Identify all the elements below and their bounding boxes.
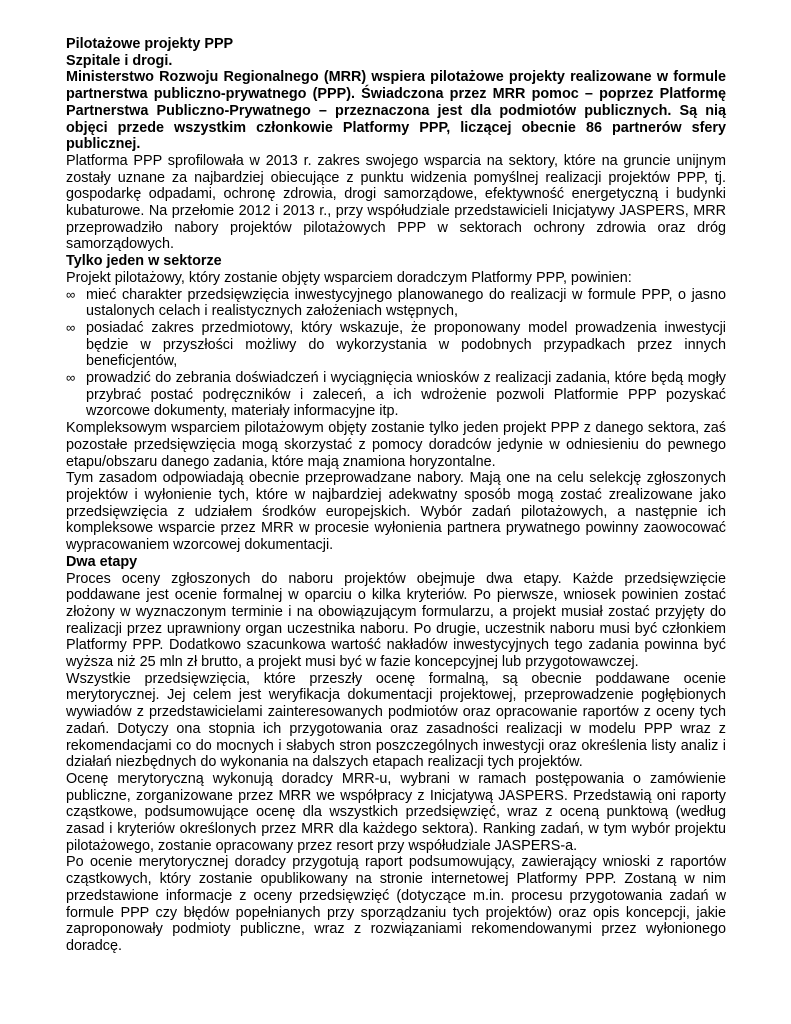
list-item	[66, 370, 726, 420]
list-item	[66, 287, 726, 320]
section-heading-single-per-sector: Tylko jeden w sektorze	[66, 253, 222, 270]
document-subtitle: Szpitale i drogi.	[66, 52, 173, 69]
section2-paragraph-1: Proces oceny zgłoszonych do naboru projektów obejmuje dwa etapy. Każde przedsięwzięcie poddawane jest ocenie formalnej w oparciu o kilka kryteriów. Po pierwsze, wniosek powinien zostać złożony w wyznaczonym terminie i na obowiązującym formularzu, a projekt musiał zostać przyjęty do realizacji przez uprawniony organ uczestnika naboru. Po drugie, uczestnik naboru musi być członkiem Platformy PPP. Dodatkowo szacunkowa wartość nakładów inwestycyjnych tego zadania powinna być wyższa niż 25 mln zł brutto, a projekt musi być w fazie koncepcyjnej lub przygotowawczej.	[66, 570, 726, 671]
section2-paragraph-3: Ocenę merytoryczną wykonują doradcy MRR-u, wybrani w ramach postępowania o zamówienie publiczne, zorganizowane przez MRR we współpracy z Inicjatywą JASPERS. Przedstawią oni raporty cząstkowe, podsumowujące ocenę dla wszystkich przedsięwzięć, wraz z oceną punktową (według zasad i kryteriów określonych przez MRR dla każdego sektora). Ranking zadań, w tym wybór projektu pilotażowego, zostanie opracowany przez resort przy współudziale JASPERS-a.	[66, 770, 726, 854]
infinity-bullet-icon: ∞	[66, 286, 76, 302]
section-heading-two-stages: Dwa etapy	[66, 553, 138, 570]
lead-paragraph: Ministerstwo Rozwoju Regionalnego (MRR) wspiera pilotażowe projekty realizowane w formule partnerstwa publiczno-prywatnego (PPP). Świadczona przez MRR pomoc – poprzez Platformę Partnerstwa Publiczno-Prywatnego – przeznaczona jest dla podmiotów publicznych. Są nią objęci przede wszystkim członkowie Platformy PPP, liczącej obecnie 86 partnerów sfery publicznej.	[66, 69, 726, 153]
list-item	[66, 320, 726, 370]
infinity-bullet-icon: ∞	[66, 370, 76, 386]
requirements-list	[66, 287, 726, 421]
section2-paragraph-4: Po ocenie merytorycznej doradcy przygotują raport podsumowujący, zawierający wnioski z raportów cząstkowych, który zostanie opublikowany na stronie internetowej Platformy PPP. Zostaną w nim przedstawione informacje z oceny przedsięwzięć (dotyczące m.in. procesu przygotowania zadań w formule PPP czy błędów popełnianych przy sporządzaniu tych projektów) oraz opis koncepcji, jakie zaproponowały podmioty publiczne, wraz z rozwiązaniami rekomendowanymi przez wyłonionego doradcę.	[66, 854, 726, 954]
list-item-text: posiadać zakres przedmiotowy, który wskazuje, że proponowany model prowadzenia inwestycji będzie w przyszłości możliwy do wykorzystania w podobnych przypadkach przez innych beneficjentów,	[86, 319, 726, 370]
infinity-bullet-icon: ∞	[66, 319, 76, 335]
section1-paragraph-1: Kompleksowym wsparciem pilotażowym objęty zostanie tylko jeden projekt PPP z danego sektora, zaś pozostałe przedsięwzięcia mogą skorzystać z pomocy doradców jedynie w odniesieniu do pewnego etapu/obszaru danego zadania, które mają znamiona horyzontalne.	[66, 420, 726, 470]
document-title: Pilotażowe projekty PPP	[66, 36, 234, 52]
list-item-text: prowadzić do zebrania doświadczeń i wyciągnięcia wniosków z realizacji zadania, które będą mogły przybrać postać podręczników i zaleceń, a ich wdrożenie pozwoli Platformie PPP pozyskać wzorcowe dokumenty, materiały informacyjne itp.	[86, 370, 726, 420]
section2-paragraph-2: Wszystkie przedsięwzięcia, które przeszły ocenę formalną, są obecnie poddawane ocenie merytorycznej. Jej celem jest weryfikacja dokumentacji projektowej, przeprowadzenie pogłębionych wywiadów z przedstawicielami zainteresowanych podmiotów oraz opracowanie raportów z oceny tych zadań. Dotyczy ona stopnia ich przygotowania oraz zasadności realizacji w modelu PPP wraz z rekomendacjami co do mocnych i słabych stron poszczególnych inwestycji oraz określenia listy analiz i działań niezbędnych do wykonania na dalszych etapach realizacji tych projektów.	[66, 670, 726, 771]
section1-intro: Projekt pilotażowy, który zostanie objęty wsparciem doradczym Platformy PPP, powinien:	[66, 269, 632, 286]
list-item-text: mieć charakter przedsięwzięcia inwestycyjnego planowanego do realizacji w formule PPP, o jasno ustalonych celach i realistycznych założeniach wstępnych,	[86, 286, 726, 320]
intro-paragraph: Platforma PPP sprofilowała w 2013 r. zakres swojego wsparcia na sektory, które na gruncie unijnym zostały uznane za najbardziej obiecujące z punktu widzenia pomyślnej realizacji projektów PPP, tj. gospodarkę odpadami, ochronę zdrowia, drogi samorządowe, efektywność energetyczną i budynki kubaturowe. Na przełomie 2012 i 2013 r., przy współudziale przedstawicieli Inicjatywy JASPERS, MRR przeprowadziło nabory projektów pilotażowych PPP w sektorach ochrony zdrowia oraz dróg samorządowych.	[66, 152, 726, 253]
document-page	[66, 36, 726, 955]
section1-paragraph-2: Tym zasadom odpowiadają obecnie przeprowadzane nabory. Mają one na celu selekcję zgłoszonych projektów i wyłonienie tych, które w najbardziej adekwatny sposób mogą zostać zrealizowane jako przedsięwzięcia z udziałem środków europejskich. Wybór zadań pilotażowych, a następnie ich kompleksowe wsparcie przez MRR w procesie wyłonienia partnera prywatnego powinny zaowocować wypracowaniem wzorcowej dokumentacji.	[66, 470, 726, 554]
